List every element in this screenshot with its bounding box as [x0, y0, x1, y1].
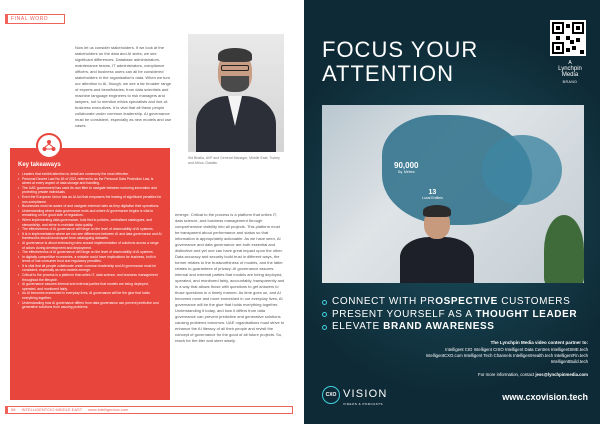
- photo-caption: Sid Bhatia, AVP and General Manager, Middle East, Turkey and Africa, Dataiku: [188, 156, 280, 165]
- left-page: [0, 0, 296, 424]
- contact-line: For more information, contact jess@lynchpinmedia.com: [478, 372, 588, 377]
- takeaway-item: • As AI becomes enmeshed in everyday lives, AI governance will be the glue that holds everything together.: [18, 291, 162, 300]
- video-stat: [422, 189, 443, 200]
- takeaway-item: • When implementing data governance, look first to policies, centralised catalogues, and stewardship, and strive to maintain data quality.: [18, 218, 162, 227]
- headline-line-1: FOCUS YOUR: [322, 37, 479, 62]
- body-column-text: emerge. Critical to the process is a platform that unites IT, data science, and business management through comprehensive visibility into all projects. This platform must be transparent about performance and status so that information is appropriately actionable. As we have seen, AI governance and data governance are both essential and distinctive and yet one can have great impact upon the other. Data accuracy and security build trust in different ways, the former relates to the trustworthiness of models, and the latter relates to guarantees of privacy. AI governance assures internal and external parties that models are being deployed, operated, and monitored fairly, accountably, transparently and in a way that allows those with questions to get answers to those questions in a timely manner. As time goes on, and AI becomes more and more enmeshed in our everyday lives, AI governance will be the glue that holds everything together. Understanding it today, and how it differs from data governance can prevent predictive and generative solutions causing problems tomorrow. UAE organisations must strive to enhance the AI literacy of all their people and revisit the concept of governance for the good of all future projects. So, reach for the titer and steer wisely.: [175, 212, 285, 343]
- partner-links: Intelligent CIO Intelligent CISO Intelligent Data Centres IntelligentSME.tech IntelligentCXO.com Intelligent Tech Channels IntelligentHealth.tech IntelligentFin.tech IntelligentBuild.tech: [425, 347, 588, 364]
- lynchpin-media-logo: [550, 60, 590, 94]
- advert-taglines: [322, 296, 577, 334]
- page-number: 58: [11, 407, 16, 412]
- vision-subtitle: VIDEOS & PODCASTS: [343, 402, 384, 406]
- presenter-hair: [423, 205, 451, 217]
- takeaway-item: • Understanding how AI governance differs from data governance can prevent predictive and generative solutions from causing problems.: [18, 301, 162, 310]
- vision-wordmark: VISION: [343, 388, 388, 400]
- advert-page: [304, 0, 600, 424]
- takeaway-item: • Personal Decree Law No 45 of 2021 referred to as the Personal Data Protection Law, is aimed at every aspect of data storage and handling.: [18, 177, 162, 186]
- presenter-figure: [400, 237, 474, 283]
- takeaway-item: • It is vital that all people collaborate under common leadership and AI governance must be consistent, especially as new models emerge.: [18, 264, 162, 273]
- takeaway-item: • Understanding where data governance ends and where AI governance begins is vital to remaining on the good side of regulators.: [18, 209, 162, 218]
- logo-brand: BRAND: [562, 80, 578, 84]
- cxo-badge-icon: CXO: [322, 386, 340, 404]
- takeaway-item: • Even the European Union has an AI Act that empowers the leasing of significant penalties for non-compliance.: [18, 195, 162, 204]
- takeaway-item: • The effectiveness of AI governance will hinge on the level of observability of AI systems.: [18, 227, 162, 232]
- video-still[interactable]: [322, 105, 584, 283]
- logo-a: A: [568, 60, 572, 66]
- advert-headline: [322, 38, 478, 86]
- plant-decoration: [544, 215, 584, 283]
- video-stat: [394, 161, 418, 174]
- partner-title: The Lynchpin Media video content partner to:: [490, 340, 588, 345]
- page-footer: [5, 406, 293, 414]
- tagline: ELEVATE BRAND AWARENESS: [322, 321, 577, 334]
- takeaway-item: • The effectiveness of AI governance will hinge on the level of observability of AI systems.: [18, 250, 162, 255]
- logo-name: Lynchpin Media: [558, 66, 582, 78]
- takeaway-item: • AI governance assures internal and external parties that models are being deployed, operated, and monitored fairly.: [18, 282, 162, 291]
- section-tag: FINAL WORD: [5, 14, 65, 24]
- takeaway-item: • The UAE government has used its own filter to navigate between nurturing innovation and protecting private individuals.: [18, 186, 162, 195]
- bullet-circle-icon: [322, 300, 327, 305]
- stat-value: 90,000: [394, 161, 419, 170]
- takeaway-item: • Leaders that exhibit attention to detail are commonly the most effective.: [18, 172, 162, 177]
- website-link[interactable]: www.cxovision.tech: [502, 392, 588, 402]
- bullet-circle-icon: [322, 312, 327, 317]
- key-takeaways-list: [18, 172, 162, 310]
- stat-value: 13: [428, 189, 437, 196]
- headline-line-2: ATTENTION: [322, 61, 455, 86]
- key-takeaways-title: Key takeaways: [18, 162, 61, 168]
- takeaway-item: • Critical to the process is a platform that unites IT, data science, and business management throughout the lifecycle.: [18, 273, 162, 282]
- takeaway-item: • It is in implementation where we can see differences between AI and data governance and AI frameworks should avoid apart from cataloguing datasets.: [18, 232, 162, 241]
- stat-label: Sq. Metres: [397, 170, 415, 174]
- contact-email-link[interactable]: jess@lynchpinmedia.com: [535, 372, 588, 377]
- tagline: PRESENT YOURSELF AS A THOUGHT LEADER: [322, 309, 577, 322]
- stat-label: Local Entities: [422, 196, 443, 200]
- footer-website-link[interactable]: www.intelligentcio.com: [88, 407, 129, 412]
- publication-name: INTELLIGENTCIO MIDDLE EAST: [21, 407, 83, 412]
- qr-code-icon[interactable]: [550, 20, 586, 56]
- takeaway-item: • In digitally competitive economies, a mistake could have implications for business, both in terms of lost consumer trust and regulatory penalties.: [18, 255, 162, 264]
- map-graphic: [482, 135, 562, 205]
- key-takeaways-panel: [10, 148, 170, 400]
- executive-photo: [188, 34, 284, 152]
- people-network-icon: [36, 133, 62, 159]
- tagline: CONNECT WITH PROSPECTIVE CUSTOMERS: [322, 296, 577, 309]
- takeaway-item: • Businesses must be aware of and navigate external rules as they digitalise their operations.: [18, 204, 162, 209]
- bullet-circle-icon: [322, 325, 327, 330]
- takeaway-item: • AI governance is about embracing rules around implementation of solutions across a range of actors during development and deployment.: [18, 241, 162, 250]
- cxo-vision-logo: [322, 384, 388, 406]
- intro-text: Now let us consider stakeholders. If we look at the stakeholders on the data and AI sides, we see significant differences. Database administrators, maintenance teams, IT administrators, compliance officers, and business users can all be considered stakeholders in the organisation's data. When we turn our attention to AI, though, we see a far broader range of experts and beneficiaries; from data scientists and machine language engineers to risk managers and lawyers, not to mention ethics specialists and line-of-business executives. It is vital that all these people collaborate under common leadership. AI governance must be consistent, especially as new models and use cases: [75, 45, 172, 128]
